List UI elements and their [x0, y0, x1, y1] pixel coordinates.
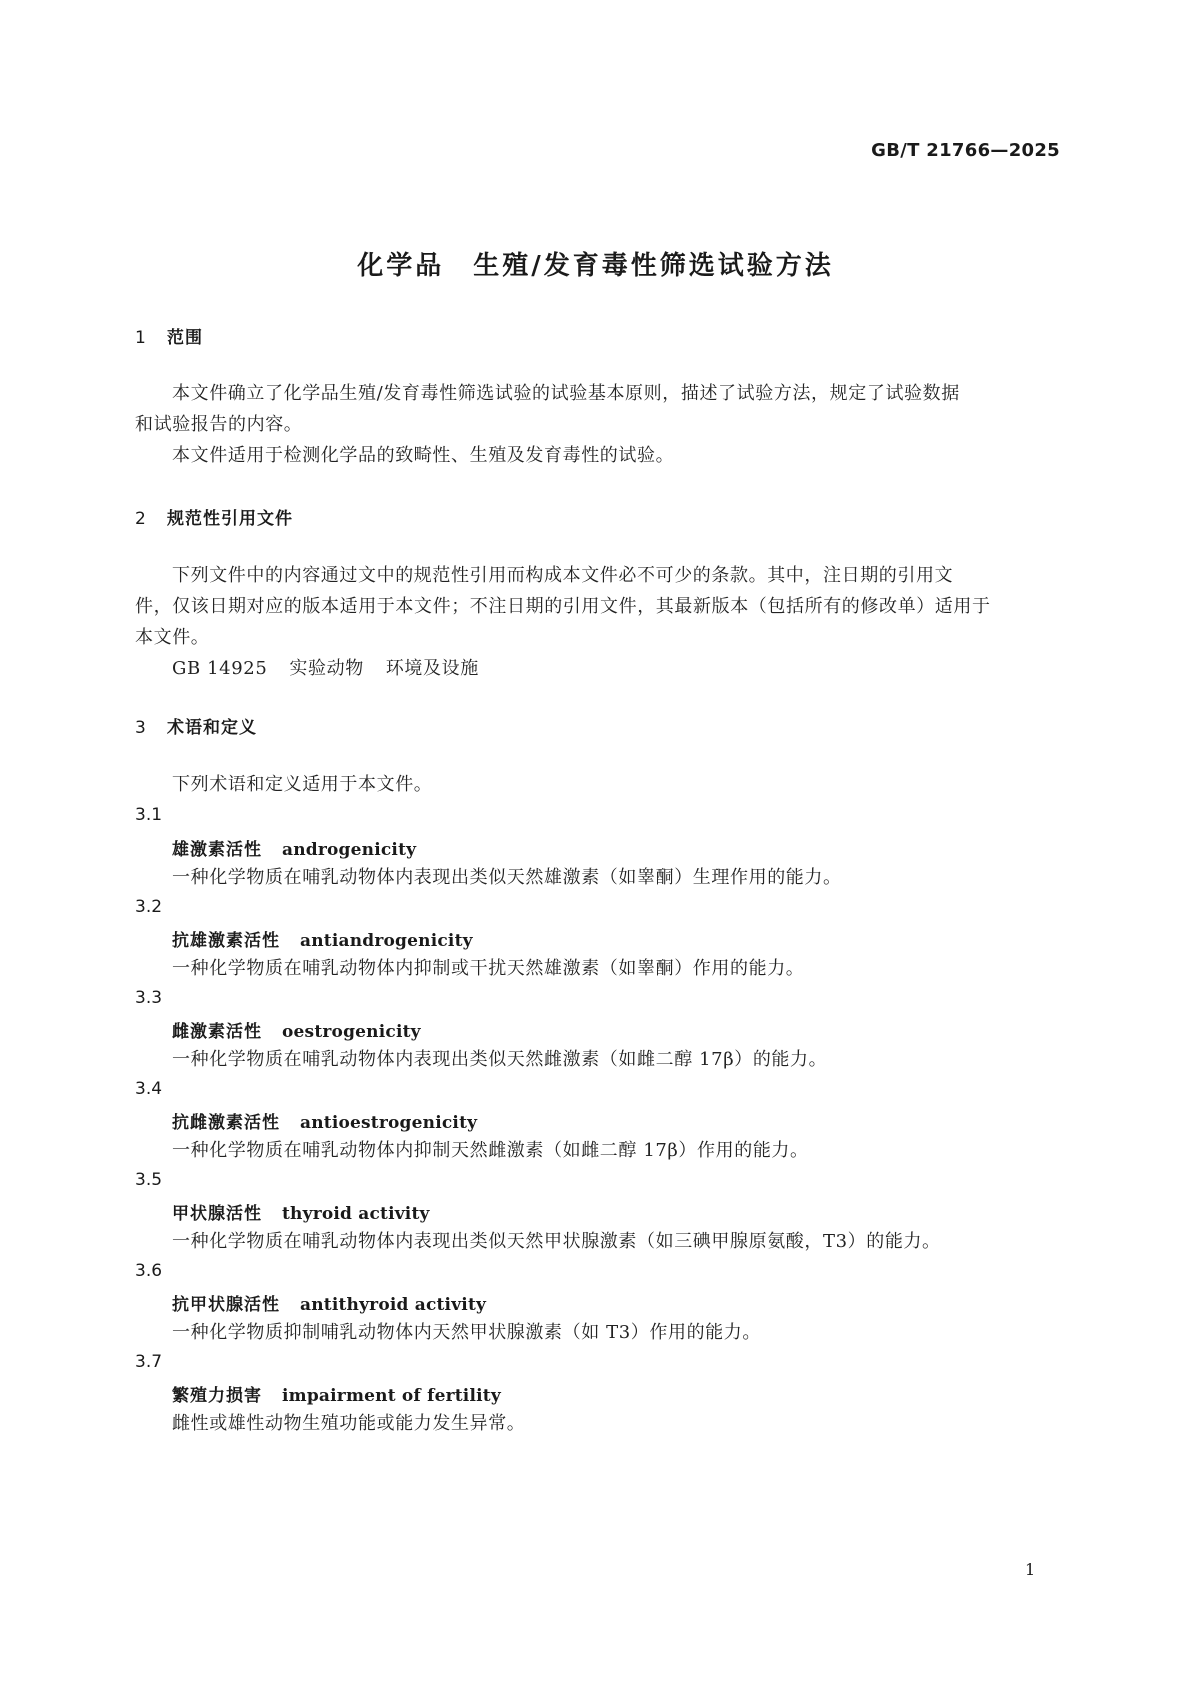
- term-definition: 一种化学物质在哺乳动物体内抑制或干扰天然雄激素（如睾酮）作用的能力。: [172, 958, 805, 979]
- clause-number: 3.7: [135, 1352, 163, 1372]
- section-2-heading: [135, 504, 293, 529]
- term-en: androgenicity: [282, 840, 417, 860]
- term-zh: 繁殖力损害: [172, 1386, 262, 1406]
- term-en: antiandrogenicity: [300, 931, 473, 951]
- reference-title-part2: 环境及设施: [385, 658, 479, 679]
- section-title: 术语和定义: [167, 718, 257, 738]
- document-title: 化学品 生殖/发育毒性筛选试验方法: [357, 251, 834, 281]
- section-number: 3: [135, 718, 147, 738]
- term-entry: [172, 835, 416, 860]
- section-3-heading: [135, 713, 257, 738]
- section-1-heading: [135, 323, 203, 348]
- term-definition: 一种化学物质抑制哺乳动物体内天然甲状腺激素（如 T3）作用的能力。: [172, 1322, 761, 1343]
- normative-paragraph-line-2: 件，仅该日期对应的版本适用于本文件；不注日期的引用文件，其最新版本（包括所有的修改单）适用于: [135, 596, 991, 617]
- normative-paragraph-line-1: 下列文件中的内容通过文中的规范性引用而构成本文件必不可少的条款。其中，注日期的引用文: [172, 565, 954, 586]
- term-zh: 抗雌激素活性: [172, 1113, 280, 1133]
- clause-number: 3.1: [135, 805, 163, 825]
- term-definition: 一种化学物质在哺乳动物体内表现出类似天然雌激素（如雌二醇 17β）的能力。: [172, 1049, 828, 1070]
- terms-intro: 下列术语和定义适用于本文件。: [172, 774, 433, 795]
- term-en: oestrogenicity: [282, 1022, 421, 1042]
- term-zh: 抗雄激素活性: [172, 931, 280, 951]
- clause-number: 3.3: [135, 988, 163, 1008]
- clause-number: 3.6: [135, 1261, 163, 1281]
- term-zh: 雌激素活性: [172, 1022, 262, 1042]
- term-zh: 雄激素活性: [172, 840, 262, 860]
- section-title: 规范性引用文件: [167, 509, 293, 529]
- normative-paragraph-line-3: 本文件。: [135, 627, 210, 648]
- term-entry: [172, 1017, 421, 1042]
- scope-paragraph-line-1: 本文件确立了化学品生殖/发育毒性筛选试验的试验基本原则，描述了试验方法，规定了试验数据: [172, 383, 960, 404]
- term-en: impairment of fertility: [282, 1386, 501, 1406]
- reference-title-part1: 实验动物: [289, 658, 364, 679]
- term-definition: 一种化学物质在哺乳动物体内表现出类似天然甲状腺激素（如三碘甲腺原氨酸，T3）的能力。: [172, 1231, 941, 1252]
- section-title: 范围: [167, 328, 203, 348]
- page-number: 1: [1025, 1560, 1036, 1579]
- term-en: antioestrogenicity: [300, 1113, 478, 1133]
- term-definition: 一种化学物质在哺乳动物体内表现出类似天然雄激素（如睾酮）生理作用的能力。: [172, 867, 842, 888]
- term-zh: 抗甲状腺活性: [172, 1295, 280, 1315]
- clause-number: 3.4: [135, 1079, 163, 1099]
- section-number: 1: [135, 328, 147, 348]
- standard-number: GB/T 21766—2025: [871, 140, 1060, 161]
- term-entry: [172, 1381, 501, 1406]
- term-entry: [172, 1290, 486, 1315]
- term-en: thyroid activity: [282, 1204, 430, 1224]
- term-entry: [172, 1199, 430, 1224]
- reference-entry: [172, 653, 479, 684]
- term-en: antithyroid activity: [300, 1295, 487, 1315]
- section-number: 2: [135, 509, 147, 529]
- term-definition: 一种化学物质在哺乳动物体内抑制天然雌激素（如雌二醇 17β）作用的能力。: [172, 1140, 809, 1161]
- clause-number: 3.5: [135, 1170, 163, 1190]
- reference-code: GB 14925: [172, 658, 268, 679]
- clause-number: 3.2: [135, 897, 163, 917]
- term-entry: [172, 1108, 477, 1133]
- scope-paragraph-line-2: 和试验报告的内容。: [135, 414, 303, 435]
- scope-paragraph-2: 本文件适用于检测化学品的致畸性、生殖及发育毒性的试验。: [172, 445, 675, 466]
- term-zh: 甲状腺活性: [172, 1204, 262, 1224]
- term-definition: 雌性或雄性动物生殖功能或能力发生异常。: [172, 1413, 526, 1434]
- term-entry: [172, 926, 473, 951]
